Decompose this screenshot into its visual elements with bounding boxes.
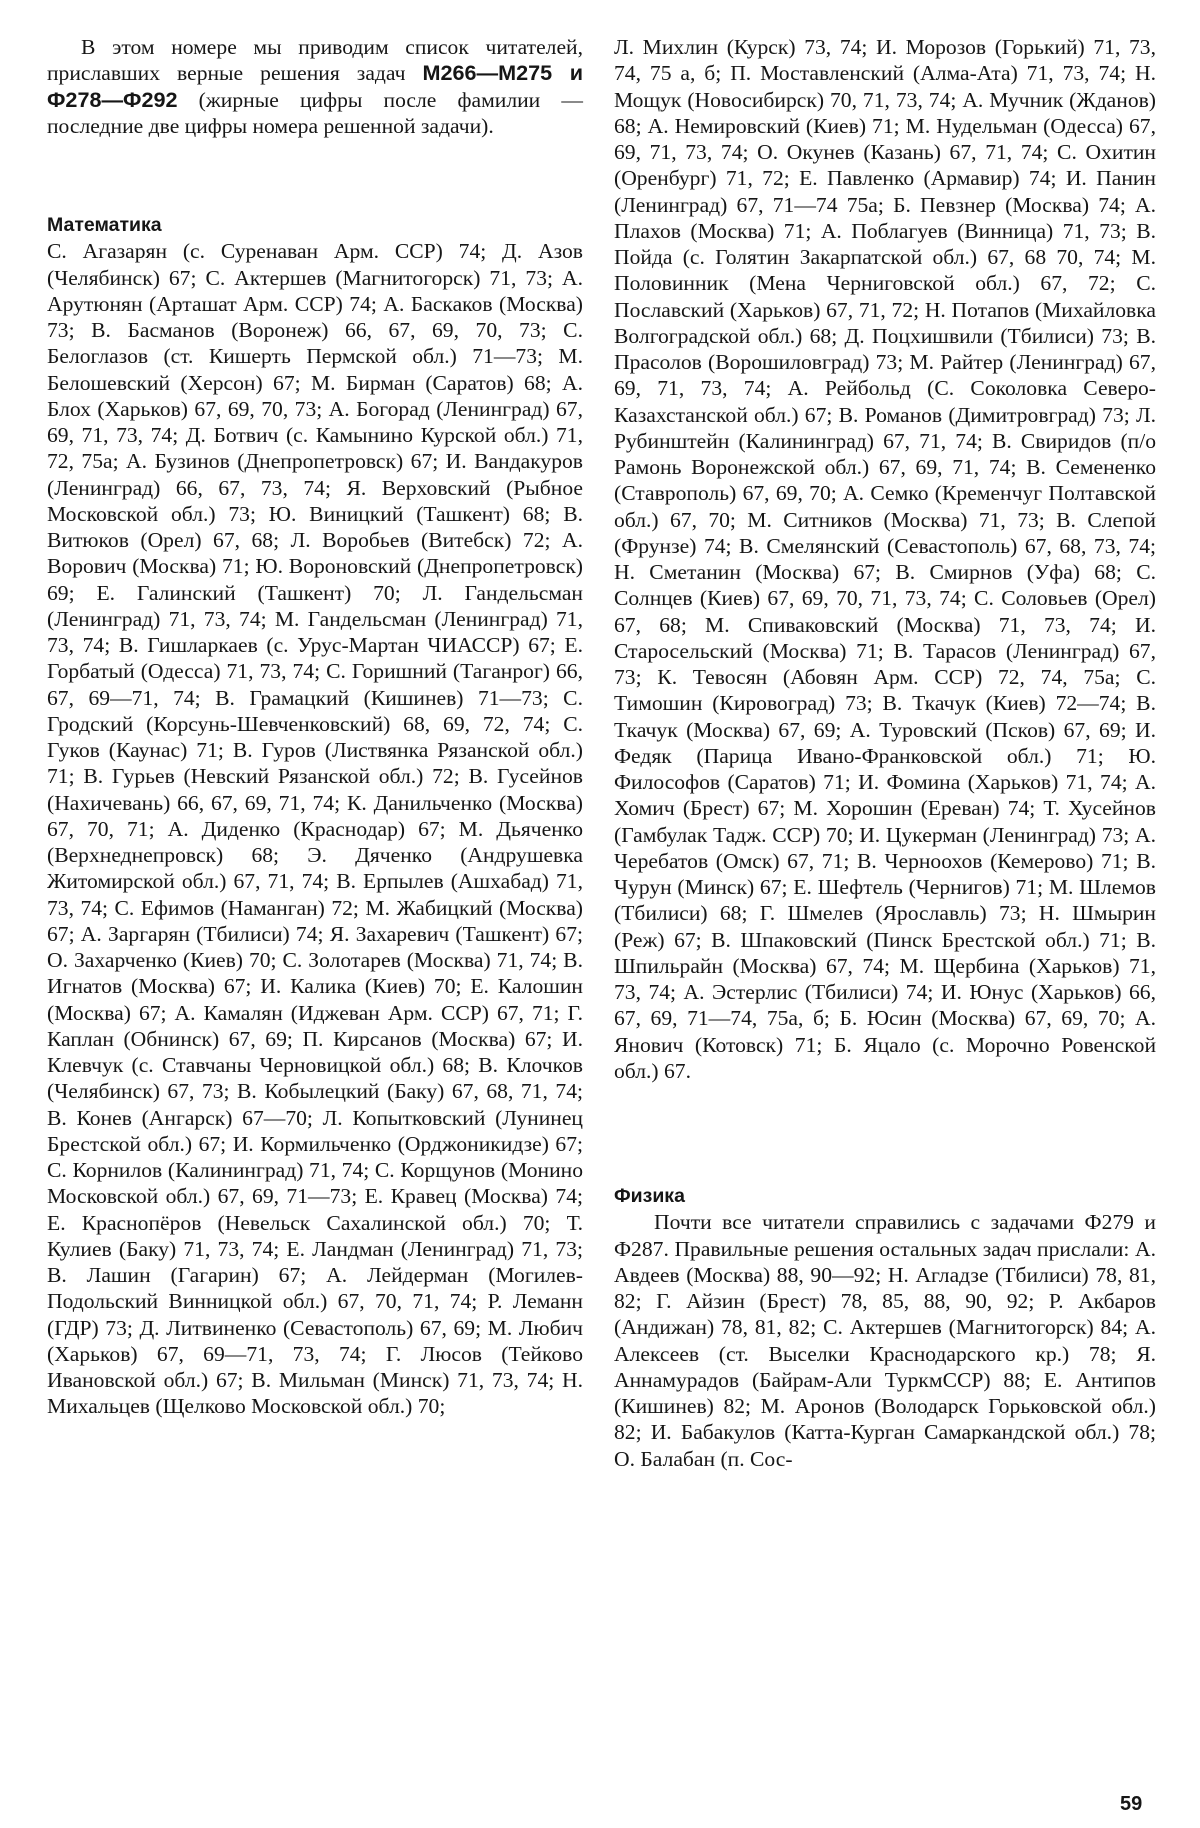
intro-text-end: (жирные цифры после фамилии — последние две цифры номера решенной задачи). xyxy=(47,87,583,138)
section-gap xyxy=(614,1084,1156,1183)
physics-heading: Физика xyxy=(614,1185,685,1207)
intro-problem-range: М266—М275 и Ф278—Ф292 xyxy=(47,60,583,112)
right-column xyxy=(614,34,1156,1472)
physics-list: Почти все читатели справились с задачами Ф279 и Ф287. Правильные решения остальных задач прислали: А. Авдеев (Москва) 88, 90—92; Н. Агладзе (Тбилиси) 78, 81, 82; Г. Айзин (Брест) 78, 85, 88, 90, 92; Р. Акбаров (Андижан) 78, 81, 82; С. Актершев (Магнитогорск) 84; А. Алексеев (ст. Выселки Краснодарского кр.) 78; Я. Аннамурадов (Байрам-Али ТуркмССР) 88; Е. Антипов (Кишинев) 82; М. Аронов (Володарск Горьковской обл.) 82; И. Бабакулов (Катта-Курган Самаркандской обл.) 78; О. Балабан (п. Сос- xyxy=(614,1210,1156,1471)
left-column xyxy=(47,34,583,1420)
intro-paragraph xyxy=(47,34,583,139)
math-list-part-1: С. Агазарян (с. Суренаван Арм. ССР) 74; Д. Азов (Челябинск) 67; С. Актершев (Магнитогорск) 71, 73; А. Арутюнян (Арташат Арм. ССР) 74; А. Баскаков (Москва) 73; В. Басманов (Воронеж) 66, 67, 69, 70, 73; С. Белоглазов (ст. Кишерть Пермской обл.) 71—73; М. Белошевский (Херсон) 67; М. Бирман (Саратов) 68; А. Блох (Харьков) 67, 69, 70, 73; А. Богорад (Ленинград) 67, 69, 71, 73, 74; Д. Ботвич (с. Камынино Курской обл.) 71, 72, 75а; А. Бузинов (Днепропетровск) 67; И. Вандакуров (Ленинград) 66, 67, 73, 74; Я. Верховский (Рыбное Московской обл.) 73; Ю. Виницкий (Ташкент) 68; В. Витюков (Орел) 67, 68; Л. Воробьев (Витебск) 72; А. Ворович (Москва) 71; Ю. Вороновский (Днепропетровск) 69; Е. Галинский (Ташкент) 70; Л. Гандельсман (Ленинград) 71, 73, 74; М. Гандельсман (Ленинград) 71, 73, 74; В. Гишларкаев (с. Урус-Мартан ЧИАССР) 67; Е. Горбатый (Одесса) 71, 73, 74; С. Горишний (Таганрог) 66, 67, 69—71, 74; В. Грамацкий (Кишинев) 71—73; С. Гродский (Корсунь-Шевченковский) 68, 69, 72, 74; С. Гуков (Каунас) 71; В. Гуров (Листвянка Рязанской обл.) 71; В. Гурьев (Невский Рязанской обл.) 72; В. Гусейнов (Нахичевань) 66, 67, 69, 71, 74; К. Данильченко (Москва) 67, 70, 71; А. Диденко (Краснодар) 67; М. Дьяченко (Верхнеднепровск) 68; Э. Дяченко (Андрушевка Житомирской обл.) 67, 71, 74; В. Ерпылев (Ашхабад) 71, 73, 74; С. Ефимов (Наманган) 72; М. Жабицкий (Москва) 67; А. Заргарян (Тбилиси) 74; Я. Захаревич (Ташкент) 67; О. Захарченко (Киев) 70; С. Золотарев (Москва) 71, 74; В. Игнатов (Москва) 67; И. Калика (Киев) 70; Е. Калошин (Москва) 67; А. Камалян (Иджеван Арм. ССР) 67, 71; Г. Каплан (Обнинск) 67, 69; П. Кирсанов (Москва) 67; И. Клевчук (с. Ставчаны Черновицкой обл.) 68; В. Клочков (Челябинск) 67, 73; В. Кобылецкий (Баку) 67, 68, 71, 74; В. Конев (Ангарск) 67—70; Л. Копытковский (Лунинец Брестской обл.) 67; И. Кормильченко (Орджоникидзе) 67; С. Корнилов (Калининград) 71, 74; С. Корщунов (Монино Московской обл.) 67, 69, 71—73; Е. Кравец (Москва) 74; Е. Краснопёров (Невельск Сахалинской обл.) 70; Т. Кулиев (Баку) 71, 73, 74; Е. Ландман (Ленинград) 71, 73; В. Лашин (Гагарин) 67; А. Лейдерман (Могилев-Подольский Винницкой обл.) 67, 70, 71, 74; Р. Леманн (ГДР) 73; Д. Литвиненко (Севастополь) 67, 69; М. Любич (Харьков) 67, 69—71, 73, 74; Г. Люсов (Тейково Ивановской обл.) 67; В. Мильман (Минск) 71, 73, 74; Н. Михальцев (Щелково Московской обл.) 70; xyxy=(47,239,583,1419)
math-list-part-2: Л. Михлин (Курск) 73, 74; И. Морозов (Горький) 71, 73, 74, 75 а, б; П. Моставленский (Алма-Ата) 71, 73, 74; Н. Мощук (Новосибирск) 70, 71, 73, 74; А. Мучник (Жданов) 68; А. Немировский (Киев) 71; М. Нудельман (Одесса) 67, 69, 71, 73, 74; О. Окунев (Казань) 67, 71, 74; С. Охитин (Оренбург) 71, 72; Е. Павленко (Армавир) 74; И. Панин (Ленинград) 67, 71—74 75а; Б. Певзнер (Москва) 74; А. Плахов (Москва) 71; А. Поблагуев (Винница) 71, 73; В. Пойда (с. Голятин Закарпатской обл.) 67, 68 70, 74; М. Половинник (Мена Черниговской обл.) 67, 72; С. Послaвский (Харьков) 67, 71, 72; Н. Потапов (Михайловка Волгоградской обл.) 68; Д. Поцхишвили (Тбилиси) 73; В. Прасолов (Ворошиловград) 73; М. Райтер (Ленинград) 67, 69, 71, 73, 74; А. Рейбольд (С. Соколовка Северо-Казахстанской обл.) 67; В. Романов (Димитровград) 73; Л. Рубинштейн (Калининград) 67, 71, 74; В. Свиридов (п/о Рамонь Воронежской обл.) 67, 69, 71, 74; В. Семененко (Ставрополь) 67, 69, 70; А. Семко (Кременчуг Полтавской обл.) 67, 70; М. Ситников (Москва) 71, 73; В. Слепой (Фрунзе) 74; В. Смелянский (Севастополь) 67, 68, 73, 74; Н. Сметанин (Москва) 67; В. Смирнов (Уфа) 68; С. Солнцев (Киев) 67, 69, 70, 71, 73, 74; С. Соловьев (Орел) 67, 68; М. Спиваковский (Москва) 71, 73, 74; И. Старосельский (Москва) 71; В. Тарасов (Ленинград) 67, 73; К. Тевосян (Абовян Арм. ССР) 72, 74, 75а; С. Тимошин (Кировоград) 73; В. Ткачук (Киев) 72—74; В. Ткачук (Москва) 67, 69; А. Туровский (Псков) 67, 69; И. Федяк (Парица Ивано-Франковской обл.) 71; Ю. Философов (Саратов) 71; И. Фомина (Харьков) 71, 74; А. Хомич (Брест) 67; М. Хорошин (Ереван) 74; Т. Хусейнов (Гамбулак Тадж. ССР) 70; И. Цукерман (Ленинград) 73; А. Черебатов (Омск) 67, 71; В. Черноохов (Кемерово) 71; В. Чурун (Минск) 67; Е. Шефтель (Чернигов) 71; М. Шлемов (Тбилиси) 68; Г. Шмелев (Ярославль) 73; Н. Шмырин (Реж) 67; В. Шпаковский (Пинск Брестской обл.) 71; В. Шпильрайн (Москва) 67, 74; М. Щербина (Харьков) 71, 73, 74; А. Эстерлис (Тбилиси) 74; И. Юнус (Харьков) 66, 67, 69, 71—74, 75а, б; Б. Юсин (Москва) 67, 69, 70; А. Янович (Котовск) 71; Б. Яцало (с. Морочно Ровенской обл.) 67. xyxy=(614,35,1156,1083)
intro-text-start: В этом номере мы приводим список читателей, приславших верные решения задач xyxy=(47,35,583,86)
math-heading: Математика xyxy=(47,214,162,236)
page-number: 59 xyxy=(1120,1793,1143,1815)
